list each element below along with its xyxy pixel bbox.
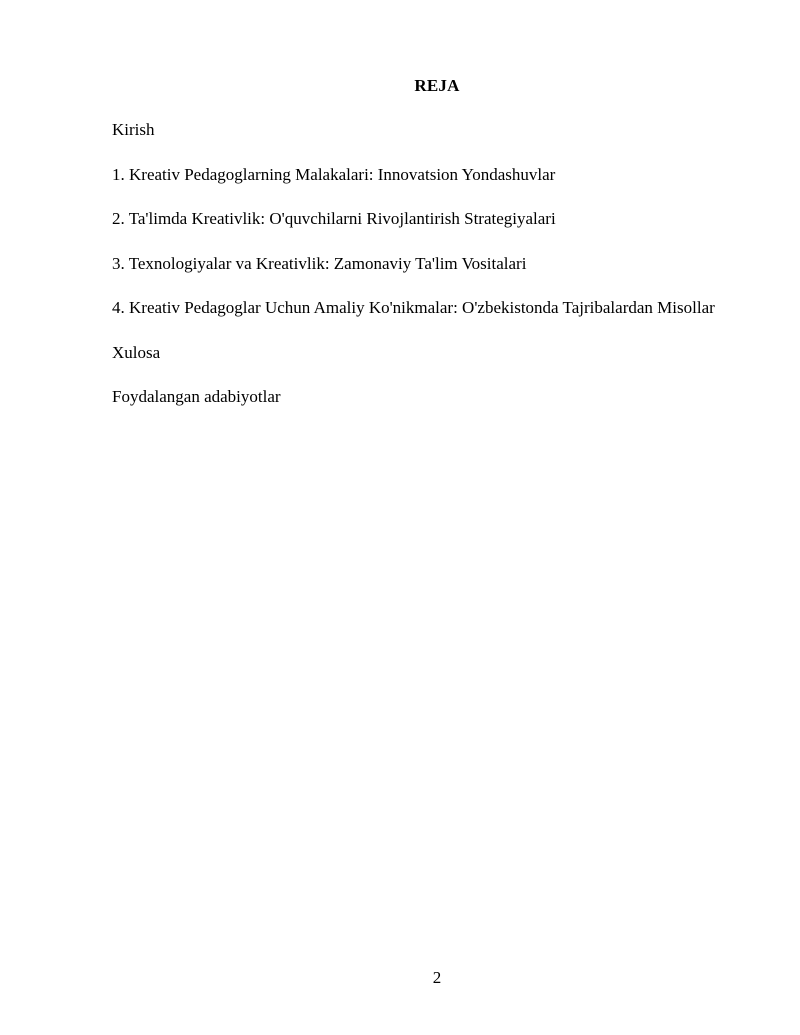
toc-item-references: Foydalangan adabiyotlar <box>112 387 281 406</box>
toc-item-chapter-3: 3. Texnologiyalar va Kreativlik: Zamonaviy Ta'lim Vositalari <box>112 253 527 273</box>
toc-item-chapter-2: 2. Ta'limda Kreativlik: O'quvchilarni Rivojlantirish Strategiyalari <box>112 209 556 228</box>
page-number: 2 <box>432 968 442 987</box>
toc-item-introduction: Kirish <box>112 120 155 139</box>
page-title: REJA <box>414 76 460 95</box>
toc-item-conclusion: Xulosa <box>112 342 161 362</box>
toc-item-chapter-4: 4. Kreativ Pedagoglar Uchun Amaliy Ko'nikmalar: O'zbekistonda Tajribalardan Misollar <box>112 298 715 317</box>
table-of-contents <box>112 118 792 430</box>
toc-item-chapter-1: 1. Kreativ Pedagoglarning Malakalari: Innovatsion Yondashuvlar <box>112 164 556 184</box>
